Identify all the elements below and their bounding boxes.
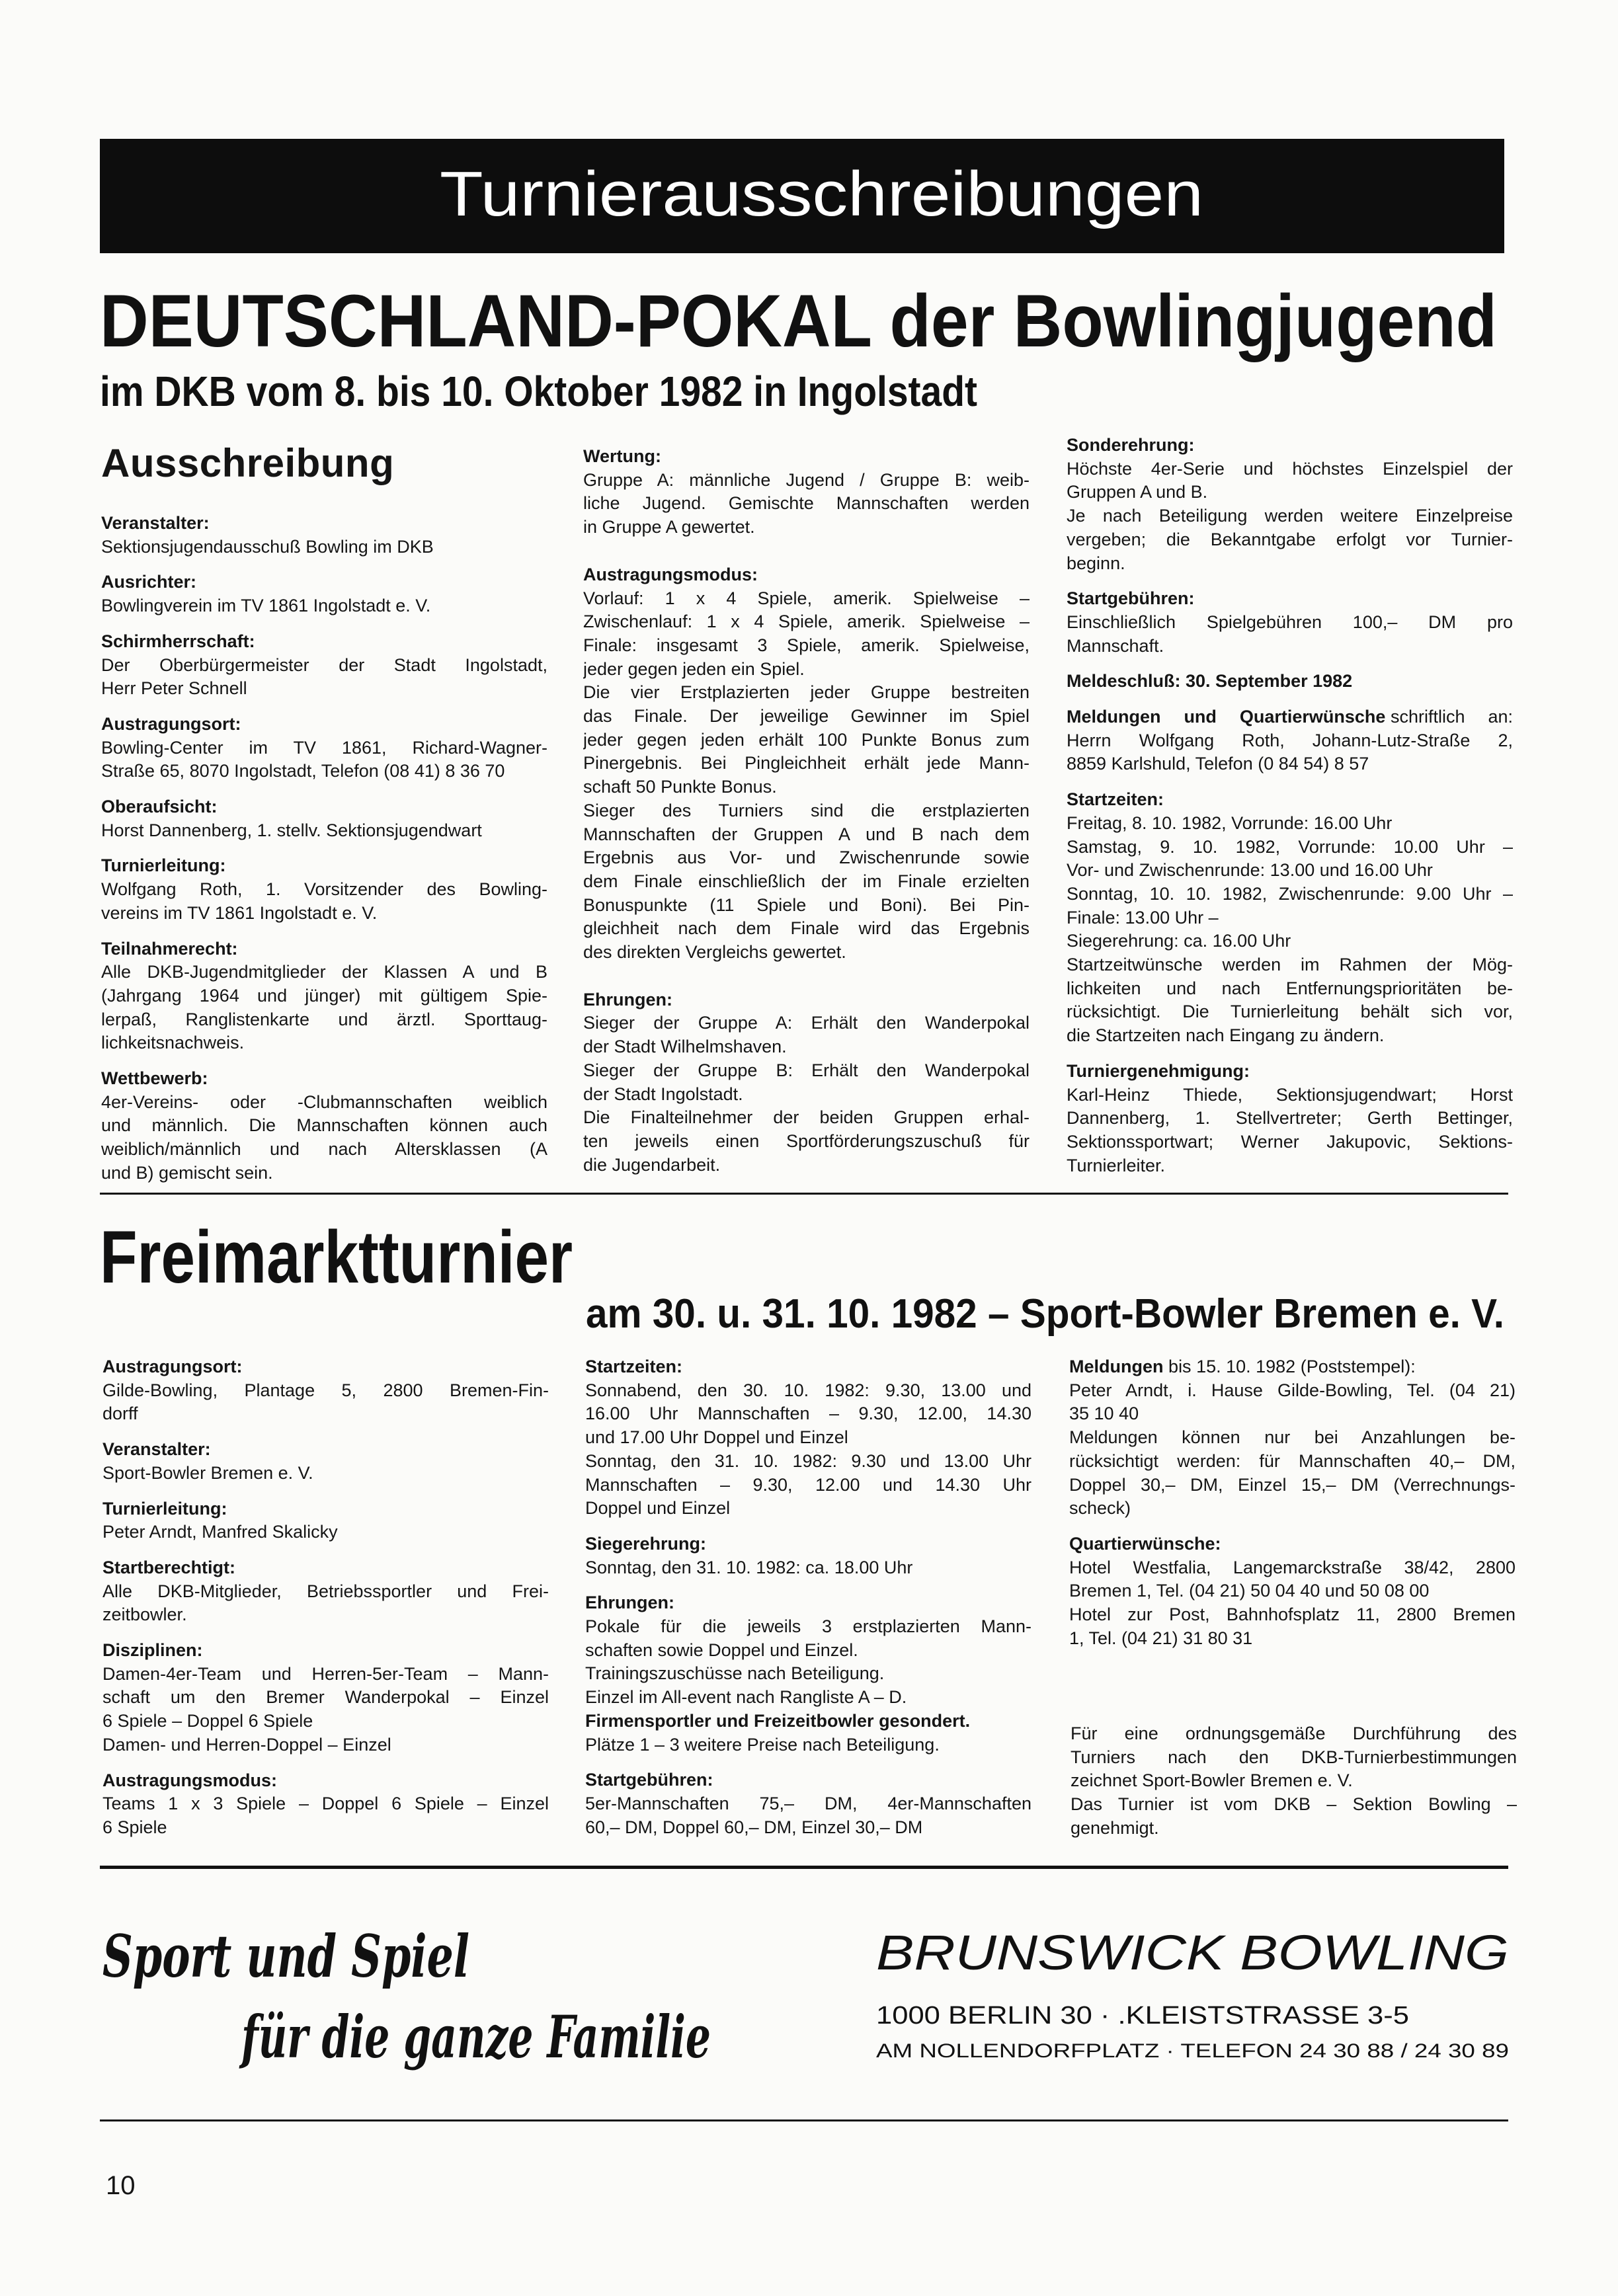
section-divider (100, 1866, 1508, 1869)
text-line: ten jeweils einen Sportförderungszuschuß für (583, 1130, 1030, 1151)
text-line: Je nach Beteiligung werden weitere Einzelpreise (1067, 506, 1513, 526)
block-label: Austragungsmodus: (102, 1770, 278, 1790)
text-block (101, 713, 547, 783)
text-line: Plätze 1 – 3 weitere Preise nach Beteiligung. (585, 1734, 940, 1755)
pokal-column-1 (101, 440, 547, 1185)
text-line: Bremen 1, Tel. (04 21) 50 04 40 und 50 08 00 (1069, 1581, 1430, 1601)
text-block (1067, 670, 1513, 693)
text-line: jeder gegen jeden ein Spiel. (583, 658, 805, 679)
text-line: dem Finale einschließlich der im Finale erzielten (583, 871, 1030, 891)
text-line: Finale: insgesamt 3 Spiele, amerik. Spielweise, (583, 635, 1030, 655)
text-line: lichkeitsnachweis. (101, 1033, 245, 1053)
freimarkt-subline: am 30. u. 31. 10. 1982 – Sport-Bowler Bremen e. V. (586, 1291, 1504, 1337)
text-block (585, 1355, 1031, 1521)
text-line: Doppel und Einzel (585, 1498, 731, 1519)
text-line: 6 Spiele (102, 1817, 167, 1837)
text-line: 60,– DM, Doppel 60,– DM, Einzel 30,– DM (585, 1817, 923, 1837)
text-line: 8859 Karlshuld, Telefon (0 84 54) 8 57 (1067, 754, 1369, 774)
text-block (102, 1639, 549, 1757)
freimarkt-headline: Freimarktturnier (100, 1216, 573, 1298)
page-number: 10 (106, 2171, 136, 2200)
block-label: Quartierwünsche: (1069, 1533, 1221, 1554)
text-line: Mannschaften – 9.30, 12.00 und 14.30 Uhr (585, 1474, 1031, 1495)
text-block (1067, 788, 1513, 1048)
text-line: Das Turnier ist vom DKB – Sektion Bowling – (1071, 1794, 1517, 1815)
text-block (101, 512, 547, 559)
text-block (102, 1438, 549, 1485)
text-line: Die vier Erstplazierten jeder Gruppe bestreiten (583, 682, 1030, 703)
block-label: Wertung: (583, 446, 661, 466)
block-label: Startgebühren: (585, 1770, 713, 1790)
text-line: Firmensportler und Freizeitbowler gesondert. (585, 1710, 971, 1731)
text-block (1069, 1532, 1516, 1651)
text-line: Die Finalteilnehmer der beiden Gruppen erhal- (583, 1107, 1030, 1128)
text-line: Damen- und Herren-Doppel – Einzel (102, 1734, 391, 1755)
text-line: Sieger der Gruppe A: Erhält den Wanderpokal (583, 1013, 1030, 1033)
text-line: zeichnet Sport-Bowler Bremen e. V. (1071, 1770, 1353, 1791)
text-block (1067, 587, 1513, 658)
banner-title: Turnierausschreibungen (440, 159, 1203, 229)
text-block (1069, 1355, 1516, 1521)
text-line: und B) gemischt sein. (101, 1162, 273, 1183)
pokal-headline: DEUTSCHLAND-POKAL der Bowlingjugend (100, 280, 1497, 362)
text-line: Trainingszuschüsse nach Beteiligung. (585, 1663, 885, 1684)
text-line: 1, Tel. (04 21) 31 80 31 (1069, 1628, 1253, 1648)
block-label: Startberechtigt: (102, 1557, 236, 1577)
text-line: Hotel Westfalia, Langemarckstraße 38/42, 2800 (1069, 1557, 1516, 1577)
text-line: Sport-Bowler Bremen e. V. (102, 1462, 313, 1483)
text-line: Einschließlich Spielgebühren 100,– DM pro (1067, 612, 1513, 632)
text-line: das Finale. Der jeweilige Gewinner im Spiel (583, 706, 1030, 727)
text-line: schaft 50 Punkte Bonus. (583, 777, 777, 797)
text-line: zeitbowler. (102, 1604, 187, 1625)
block-label: Meldeschluß: 30. September 1982 (1067, 671, 1353, 692)
pokal-column-1-blocks (101, 512, 547, 1185)
text-block (583, 445, 1030, 539)
text-block (102, 1355, 549, 1426)
freimarkt-column-1 (102, 1355, 549, 1840)
text-block (101, 795, 547, 842)
text-line: Damen-4er-Team und Herren-5er-Team – Mann- (102, 1663, 549, 1684)
text-line: Wolfgang Roth, 1. Vorsitzender des Bowling- (101, 879, 547, 900)
section-heading: Ausschreibung (101, 441, 395, 485)
text-block (101, 571, 547, 617)
text-line: Turnierleiter. (1067, 1155, 1166, 1175)
text-block (1067, 705, 1513, 776)
block-label: Schirmherrschaft: (101, 631, 255, 651)
text-line: schaft um den Bremer Wanderpokal – Einzel (102, 1687, 549, 1708)
text-line: lichkeiten und nach Entfernungsprioritäten be- (1067, 978, 1513, 998)
text-line: Sonntag, 10. 10. 1982, Zwischenrunde: 9.00 Uhr – (1067, 883, 1513, 904)
block-label: Austragungsort: (101, 713, 241, 734)
inline-label: Meldungen (1069, 1357, 1164, 1376)
text-line: Vor- und Zwischenrunde: 13.00 und 16.00 Uhr (1067, 860, 1433, 881)
text-line: schaften sowie Doppel und Einzel. (585, 1640, 858, 1660)
text-line: Der Oberbürgermeister der Stadt Ingolstadt, (101, 654, 547, 675)
block-label: Oberaufsicht: (101, 797, 218, 817)
text-line: Pinergebnis. Bei Pingleichheit erhält jede Mann- (583, 753, 1030, 773)
freimarkt-note (1071, 1722, 1517, 1841)
text-line: Mannschaft. (1067, 635, 1164, 656)
text-block (585, 1768, 1031, 1839)
block-label: Disziplinen: (102, 1640, 203, 1661)
block-label: Turnierleitung: (101, 855, 226, 876)
text-block (585, 1532, 1031, 1579)
text-line: Turniers nach den DKB-Turnierbestimmungen (1071, 1747, 1517, 1767)
text-line: Ergebnis aus Vor- und Zwischenrunde sowie (583, 848, 1030, 868)
text-line: Doppel 30,– DM, Einzel 15,– DM (Verrechnungs- (1069, 1474, 1516, 1495)
text-line: Zwischenlauf: 1 x 4 Spiele, amerik. Spielweise – (583, 612, 1030, 632)
block-label: Ehrungen: (583, 989, 672, 1009)
section-divider (100, 1193, 1508, 1195)
text-line: Gruppe A: männliche Jugend / Gruppe B: weib- (583, 469, 1030, 490)
ad-address-line2: AM NOLLENDORFPLATZ · TELEFON 24 30 88 / 24 30 89 (876, 2040, 1509, 2062)
text-block (101, 1067, 547, 1185)
line-text: bis 15. 10. 1982 (Poststempel): (1168, 1357, 1416, 1376)
text-line: scheck) (1069, 1498, 1131, 1519)
text-line: Horst Dannenberg, 1. stellv. Sektionsjugendwart (101, 820, 482, 840)
text-line: und männlich. Die Mannschaften können auch (101, 1115, 547, 1136)
text-line: Bowling-Center im TV 1861, Richard-Wagner- (101, 737, 547, 758)
text-line: Freitag, 8. 10. 1982, Vorrunde: 16.00 Uhr (1067, 812, 1393, 833)
inline-label: Meldungen und Quartierwünsche (1067, 707, 1386, 727)
ad-slogan-line2: für die ganze Familie (238, 2002, 711, 2071)
ad-slogan-line1: Sport und Spiel (102, 1922, 469, 1991)
pokal-subline: im DKB vom 8. bis 10. Oktober 1982 in Ingolstadt (100, 368, 977, 415)
block-label: Austragungsort: (102, 1357, 243, 1376)
pokal-column-3 (1067, 434, 1513, 1177)
text-line: Einzel im All-event nach Rangliste A – D. (585, 1687, 907, 1708)
text-line: Alle DKB-Mitglieder, Betriebssportler und Frei- (102, 1581, 549, 1601)
text-line: Sieger des Turniers sind die erstplazierten (583, 800, 1030, 820)
text-line: Gruppen A und B. (1067, 482, 1208, 502)
text-block (1067, 434, 1513, 575)
text-line: (Jahrgang 1964 und jünger) mit gültigem Spie- (101, 985, 547, 1006)
text-line: Dannenberg, 1. Stellvertreter; Gerth Bettinger, (1067, 1108, 1513, 1128)
text-line: Karl-Heinz Thiede, Sektionsjugendwart; Horst (1067, 1084, 1513, 1105)
text-line: Für eine ordnungsgemäße Durchführung des (1071, 1723, 1517, 1743)
text-line: gleichheit nach dem Finale wird das Ergebnis (583, 918, 1030, 939)
ad-brand: BRUNSWICK BOWLING (876, 1925, 1509, 1980)
text-line: der Stadt Ingolstadt. (583, 1084, 743, 1104)
text-block (102, 1497, 549, 1544)
text-line: Vorlauf: 1 x 4 Spiele, amerik. Spielweise – (583, 588, 1030, 608)
text-line: dorff (102, 1404, 138, 1424)
text-line: 6 Spiele – Doppel 6 Spiele (102, 1711, 313, 1731)
text-block (101, 854, 547, 925)
text-line: Bowlingverein im TV 1861 Ingolstadt e. V. (101, 596, 431, 616)
text-block (583, 563, 1030, 965)
text-block (1067, 1060, 1513, 1178)
pokal-column-2 (583, 445, 1030, 1177)
text-line: beginn. (1067, 553, 1125, 573)
block-label: Ausrichter: (101, 572, 197, 592)
text-line: Peter Arndt, i. Hause Gilde-Bowling, Tel. (04 21) (1069, 1380, 1516, 1400)
text-line: Höchste 4er-Serie und höchstes Einzelspiel der (1067, 458, 1513, 479)
text-line: Bonuspunkte (11 Spiele und Boni). Bei Pin- (583, 894, 1030, 915)
block-label: Startzeiten: (585, 1357, 683, 1376)
text-line: Sektionsjugendausschuß Bowling im DKB (101, 536, 434, 557)
text-line: jeder gegen jeden erhält 100 Punkte Bonus zum (583, 729, 1030, 750)
block-label: Startgebühren: (1067, 588, 1195, 609)
text-line: vereins im TV 1861 Ingolstadt e. V. (101, 902, 378, 923)
text-line: des direkten Vergleichs gewertet. (583, 942, 846, 963)
block-label: Startzeiten: (1067, 789, 1164, 810)
text-line: 16.00 Uhr Mannschaften – 9.30, 12.00, 14.30 (585, 1404, 1031, 1424)
text-line: der Stadt Wilhelmshaven. (583, 1037, 787, 1057)
text-line: Samstag, 9. 10. 1982, Vorrunde: 10.00 Uhr – (1067, 836, 1513, 857)
text-line: Hotel zur Post, Bahnhofsplatz 11, 2800 Bremen (1069, 1604, 1516, 1625)
text-line: weiblich/männlich und nach Altersklassen (A (101, 1139, 547, 1160)
text-line: Mannschaften der Gruppen A und B nach dem (583, 824, 1030, 844)
block-label: Siegerehrung: (585, 1533, 707, 1554)
ad-bottom-divider (100, 2119, 1508, 2121)
text-line: Sonntag, den 31. 10. 1982: 9.30 und 13.00 Uhr (585, 1450, 1031, 1471)
text-line: 35 10 40 (1069, 1404, 1139, 1424)
text-line: Peter Arndt, Manfred Skalicky (102, 1522, 338, 1542)
text-line: Herr Peter Schnell (101, 678, 247, 699)
block-label: Veranstalter: (102, 1439, 211, 1460)
text-line: Sonntag, den 31. 10. 1982: ca. 18.00 Uhr (585, 1557, 913, 1577)
text-line: rücksichtigt werden: für Mannschaften 40,– DM, (1069, 1450, 1516, 1471)
text-block (102, 1769, 549, 1840)
text-line: vergeben; die Bekanntgabe erfolgt vor Turnier- (1067, 529, 1513, 549)
text-block (101, 630, 547, 701)
text-line: Finale: 13.00 Uhr – (1067, 907, 1219, 928)
text-line (1069, 1355, 1516, 1379)
text-line: Pokale für die jeweils 3 erstplazierten Mann- (585, 1616, 1031, 1637)
block-label: Sonderehrung: (1067, 435, 1195, 455)
freimarkt-column-3 (1069, 1355, 1516, 1650)
text-line: in Gruppe A gewertet. (583, 517, 755, 537)
block-label: Turniergenehmigung: (1067, 1060, 1250, 1081)
block-label: Teilnahmerecht: (101, 938, 238, 959)
text-line: Teams 1 x 3 Spiele – Doppel 6 Spiele – Einzel (102, 1794, 549, 1814)
text-block (585, 1591, 1031, 1757)
text-block (102, 1556, 549, 1627)
freimarkt-column-2 (585, 1355, 1031, 1839)
text-line: Meldungen können nur bei Anzahlungen be- (1069, 1427, 1516, 1448)
text-block (1071, 1722, 1517, 1841)
text-line: Straße 65, 8070 Ingolstadt, Telefon (08 41) 8 36 70 (101, 761, 505, 781)
text-line: Siegerehrung: ca. 16.00 Uhr (1067, 931, 1291, 951)
text-line: Alle DKB-Jugendmitglieder der Klassen A und B (101, 962, 547, 982)
line-text: schriftlich an: (1390, 707, 1513, 727)
text-line: genehmigt. (1071, 1817, 1159, 1838)
ad-address-line1: 1000 BERLIN 30 · .KLEISTSTRASSE 3-5 (876, 2002, 1409, 2030)
text-line: rücksichtigt. Die Turnierleitung behält sich vor, (1067, 1002, 1513, 1022)
text-line: 4er-Vereins- oder -Clubmannschaften weiblich (101, 1091, 547, 1112)
text-line: die Jugendarbeit. (583, 1154, 721, 1175)
block-label: Ehrungen: (585, 1593, 674, 1613)
text-line (1067, 705, 1513, 729)
block-label: Veranstalter: (101, 513, 210, 533)
block-label: Wettbewerb: (101, 1068, 208, 1089)
text-line: lerpaß, Ranglistenkarte und ärztl. Sporttaug- (101, 1009, 547, 1029)
text-line: Sieger der Gruppe B: Erhält den Wanderpokal (583, 1060, 1030, 1080)
text-block (583, 988, 1030, 1177)
text-line: Sonnabend, den 30. 10. 1982: 9.30, 13.00 und (585, 1380, 1031, 1400)
text-block (101, 937, 547, 1056)
text-line: die Startzeiten nach Eingang zu ändern. (1067, 1025, 1385, 1046)
text-line: Sektionssportwart; Werner Jakupovic, Sektions- (1067, 1131, 1513, 1152)
block-label: Austragungsmodus: (583, 564, 758, 584)
text-line: Startzeitwünsche werden im Rahmen der Mög- (1067, 955, 1513, 975)
block-label: Turnierleitung: (102, 1498, 227, 1519)
text-line: liche Jugend. Gemischte Mannschaften werden (583, 493, 1030, 514)
text-line: und 17.00 Uhr Doppel und Einzel (585, 1427, 848, 1448)
text-line: 5er-Mannschaften 75,– DM, 4er-Mannschaften (585, 1793, 1031, 1813)
text-line: Herrn Wolfgang Roth, Johann-Lutz-Straße 2, (1067, 730, 1513, 750)
text-line: Gilde-Bowling, Plantage 5, 2800 Bremen-Fin- (102, 1380, 549, 1400)
